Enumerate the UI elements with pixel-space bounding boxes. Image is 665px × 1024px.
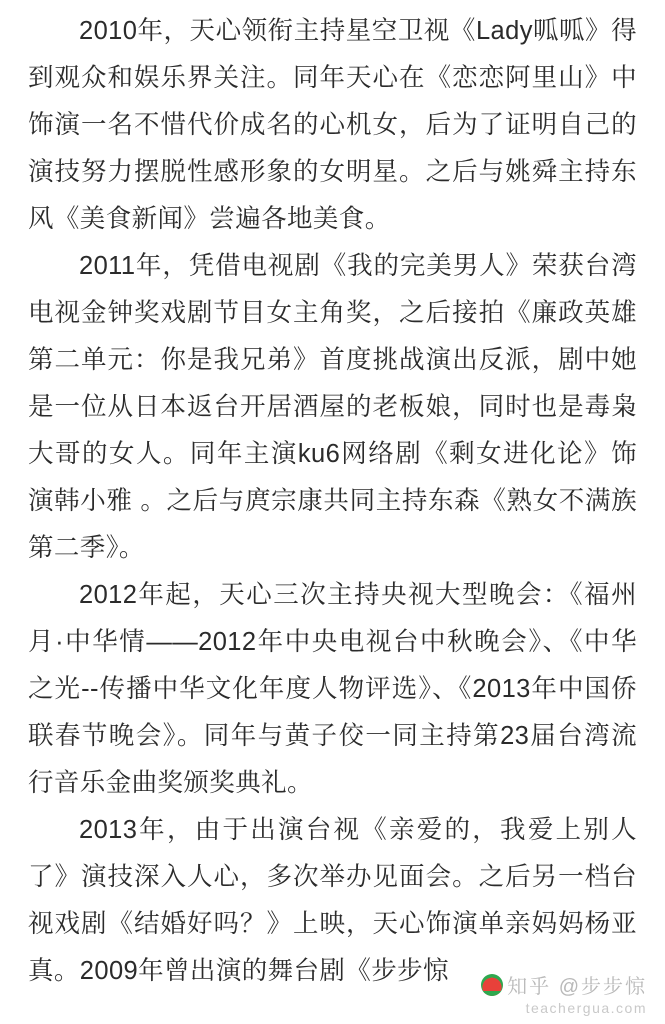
paragraph-3: 2012年起，天心三次主持央视大型晚会：《福州月·中华情——2012年中央电视台中秋晚会》、《中华之光--传播中华文化年度人物评选》、《2013年中国侨联春节晚会》。同年与黄子佼一同主持第23届台湾流行音乐金曲奖颁奖典礼。 <box>28 581 637 797</box>
watermark-subtext: teachergua.com <box>525 1000 647 1016</box>
paragraph-4: 2013年，由于出演台视《亲爱的，我爱上别人了》演技深入人心，多次举办见面会。之后另一档台视戏剧《结婚好吗？》上映，天心饰演单亲妈妈杨亚真。2009年曾出演的舞台剧《步步惊 <box>28 816 637 985</box>
paragraph-2: 2011年，凭借电视剧《我的完美男人》荣获台湾电视金钟奖戏剧节目女主角奖，之后接拍《廉政英雄第二单元：你是我兄弟》首度挑战演出反派，剧中她是一位从日本返台开居酒屋的老板娘，同时也是毒枭大哥的女人。同年主演ku6网络剧《剩女进化论》饰演韩小雅 。之后与庹宗康共同主持东森《熟女不满族第二季》。 <box>28 252 637 562</box>
paragraph-1: 2010年，天心领衔主持星空卫视《Lady呱呱》得到观众和娱乐界关注。同年天心在《恋恋阿里山》中饰演一名不惜代价成名的心机女，后为了证明自己的演技努力摆脱性感形象的女明星。之后与姚舜主持东风《美食新闻》尝遍各地美食。 <box>28 17 637 233</box>
watermark-name: 知乎 @步步惊 <box>507 976 647 998</box>
article-body <box>28 8 637 995</box>
